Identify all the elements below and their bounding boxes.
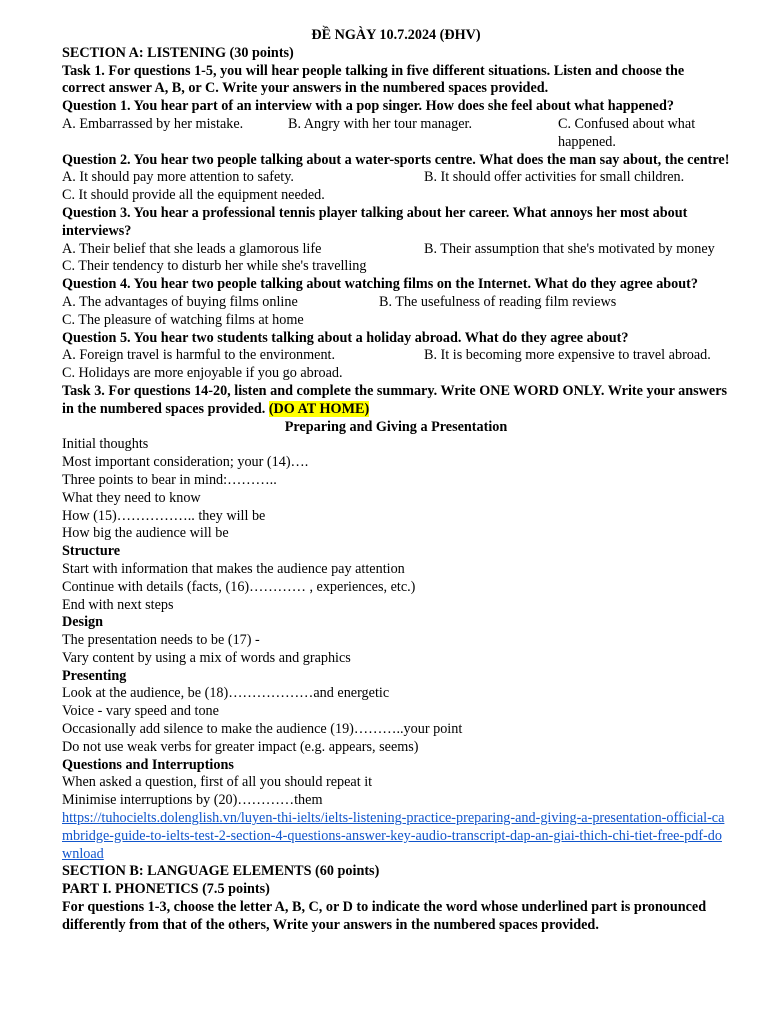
question-3-stem: Question 3. You hear a professional tennis player talking about her career. What annoys her most about interviews? bbox=[62, 204, 688, 239]
question-2-option-a: A. It should pay more attention to safety. bbox=[62, 169, 294, 186]
question-1-option-c: C. Confused about what happened. bbox=[558, 115, 696, 150]
summary-title: Preparing and Giving a Presentation bbox=[284, 418, 508, 435]
question-5-options bbox=[62, 347, 730, 365]
question-5-option-a: A. Foreign travel is harmful to the environment. bbox=[62, 347, 336, 364]
question-2-stem: Question 2. You hear two people talking about a water-sports centre. What does the man say about, the centre! bbox=[62, 151, 730, 168]
do-at-home-highlight: (DO AT HOME) bbox=[268, 400, 370, 417]
summary-line: End with next steps bbox=[62, 596, 174, 613]
question-2-option-b: B. It should offer activities for small children. bbox=[424, 169, 685, 186]
question-3-option-c: C. Their tendency to disturb her while she's travelling bbox=[62, 258, 367, 275]
summary-gap-15: How (15)…………….. they will be bbox=[62, 507, 266, 524]
summary-gap-14: Most important consideration; your (14)…. bbox=[62, 454, 309, 471]
summary-heading-design: Design bbox=[62, 614, 103, 631]
summary-heading-presenting: Presenting bbox=[62, 667, 127, 684]
task3-text: Task 3. For questions 14-20, listen and complete the summary. Write ONE WORD ONLY. Write your answers in the numbered spaces provided. bbox=[62, 382, 728, 417]
document-title: ĐỀ NGÀY 10.7.2024 (ĐHV) bbox=[311, 27, 481, 43]
summary-gap-19: Occasionally add silence to make the audience (19)………..your point bbox=[62, 721, 463, 738]
question-5-option-c: C. Holidays are more enjoyable if you go abroad. bbox=[62, 365, 343, 382]
summary-line: Start with information that makes the audience pay attention bbox=[62, 560, 405, 577]
summary-line: When asked a question, first of all you should repeat it bbox=[62, 774, 373, 791]
summary-gap-18: Look at the audience, be (18)………………and energetic bbox=[62, 685, 390, 702]
reference-link[interactable]: https://tuhocielts.dolenglish.vn/luyen-thi-ielts/ielts-listening-practice-preparing-and-giving-a-presentation-official-cambridge-guide-to-ielts-test-2-section-4-questions-answer-key-audio-transcript-dap-an-giai-thich-chi-tiet-free-pdf-download bbox=[62, 810, 725, 862]
question-4-stem: Question 4. You hear two people talking about watching films on the Internet. What do they agree about? bbox=[62, 276, 698, 293]
summary-gap-20: Minimise interruptions by (20)…………them bbox=[62, 792, 323, 809]
summary-line: Do not use weak verbs for greater impact (e.g. appears, seems) bbox=[62, 738, 419, 755]
summary-line: Three points to bear in mind:……….. bbox=[62, 471, 277, 488]
question-2-options bbox=[62, 169, 730, 187]
phonetics-instructions: For questions 1-3, choose the letter A, B, C, or D to indicate the word whose underlined part is pronounced differently from that of the others, Write your answers in the numbered spaces provided. bbox=[62, 899, 707, 933]
question-2-option-c: C. It should provide all the equipment needed. bbox=[62, 187, 325, 204]
summary-heading-structure: Structure bbox=[62, 543, 121, 560]
question-3-options bbox=[62, 241, 730, 259]
question-4-option-a: A. The advantages of buying films online bbox=[62, 293, 298, 310]
question-3-option-a: A. Their belief that she leads a glamorous life bbox=[62, 240, 322, 257]
question-1-option-a: A. Embarrassed by her mistake. bbox=[62, 115, 244, 132]
question-1-stem: Question 1. You hear part of an interview with a pop singer. How does she feel about what happened? bbox=[62, 98, 674, 115]
question-1-option-b: B. Angry with her tour manager. bbox=[288, 115, 473, 132]
question-3-option-b: B. Their assumption that she's motivated by money bbox=[424, 240, 715, 257]
question-4-option-b: B. The usefulness of reading film reviews bbox=[379, 293, 617, 310]
summary-gap-16: Continue with details (facts, (16)………… , experiences, etc.) bbox=[62, 578, 416, 595]
summary-line: How big the audience will be bbox=[62, 525, 229, 542]
task3-instructions bbox=[62, 383, 730, 419]
section-b-heading: SECTION B: LANGUAGE ELEMENTS (60 points) bbox=[62, 863, 380, 880]
section-a-heading: SECTION A: LISTENING (30 points) bbox=[62, 44, 294, 61]
summary-gap-17: The presentation needs to be (17) - bbox=[62, 632, 260, 649]
question-5-stem: Question 5. You hear two students talking about a holiday abroad. What do they agree about? bbox=[62, 329, 629, 346]
question-4-options bbox=[62, 294, 730, 312]
question-1-options bbox=[62, 116, 730, 152]
summary-heading-questions: Questions and Interruptions bbox=[62, 756, 234, 773]
question-4-option-c: C. The pleasure of watching films at home bbox=[62, 311, 304, 328]
summary-line: Vary content by using a mix of words and graphics bbox=[62, 649, 351, 666]
question-5-option-b: B. It is becoming more expensive to travel abroad. bbox=[424, 347, 711, 364]
part-1-heading: PART I. PHONETICS (7.5 points) bbox=[62, 881, 270, 898]
summary-line: Initial thoughts bbox=[62, 436, 149, 453]
summary-line: Voice - vary speed and tone bbox=[62, 703, 219, 720]
reference-link-line bbox=[62, 810, 730, 863]
summary-line: What they need to know bbox=[62, 489, 201, 506]
task1-instructions: Task 1. For questions 1-5, you will hear people talking in five different situations. Listen and choose the correct answer A, B, or C. Write your answers in the numbered spaces provided. bbox=[62, 62, 685, 97]
